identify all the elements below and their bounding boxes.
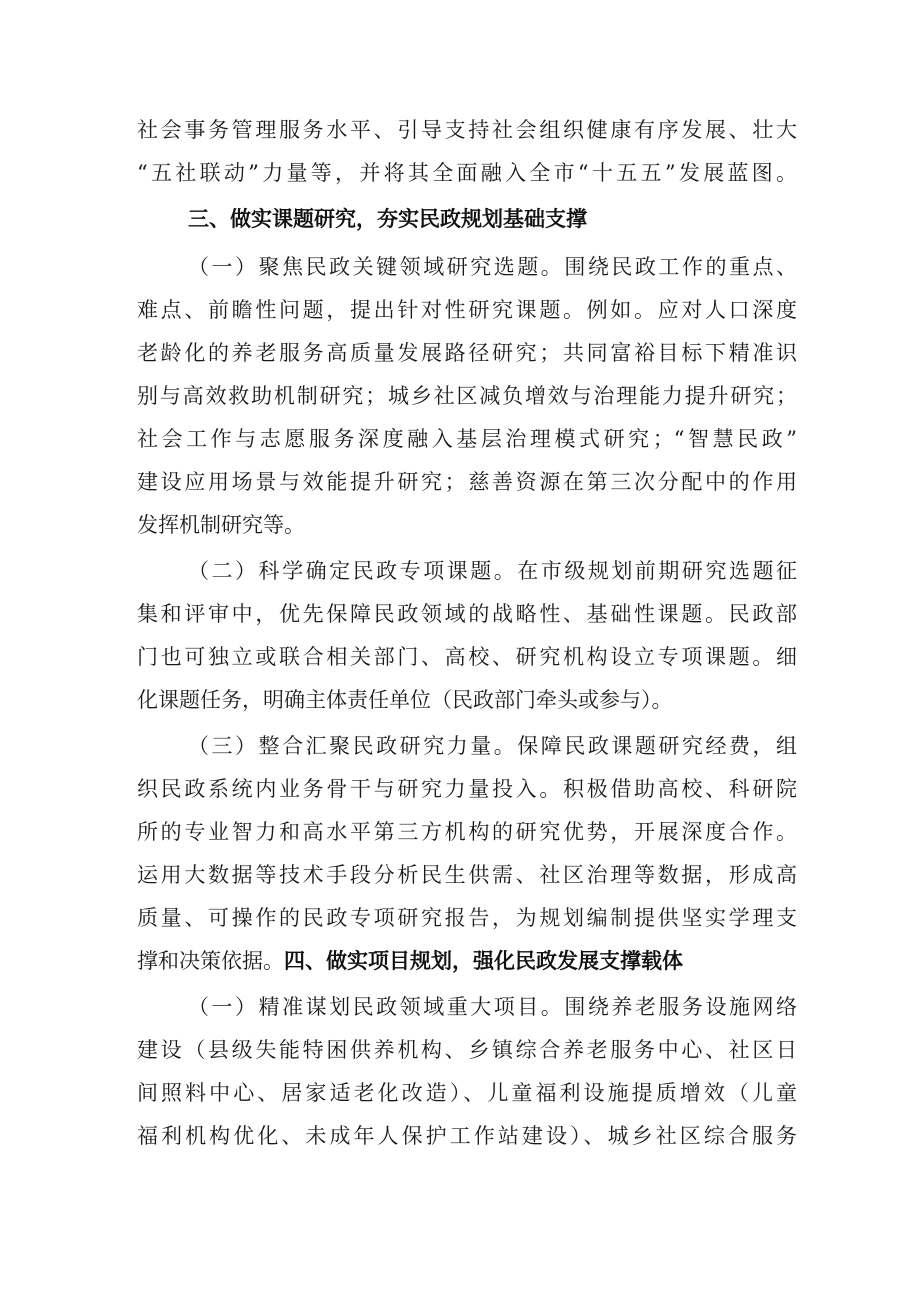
section-heading-4: 四、做实项目规划，强化民政发展支撑载体 (284, 949, 683, 973)
text-line: 社会工作与志愿服务深度融入基层治理模式研究；“智慧民政” (137, 427, 797, 451)
text-line: 建设应用场景与效能提升研究；慈善资源在第三次分配中的作用 (137, 470, 797, 494)
text-line: 织民政系统内业务骨干与研究力量投入。积极借助高校、科研院 (137, 777, 797, 801)
text-line: 质量、可操作的民政专项研究报告，为规划编制提供坚实学理支 (137, 906, 797, 930)
text-line: （一）聚焦民政关键领域研究选题。围绕民政工作的重点、 (188, 255, 797, 279)
text-line: （二）科学确定民政专项课题。在市级规划前期研究选题征 (188, 559, 797, 583)
text-line: 老龄化的养老服务高质量发展路径研究；共同富裕目标下精准识 (137, 341, 797, 365)
text-line: （一）精准谋划民政领域重大项目。围绕养老服务设施网络 (188, 995, 797, 1019)
text-line: 集和评审中，优先保障民政领域的战略性、基础性课题。民政部 (137, 602, 797, 626)
text-line-with-heading (137, 943, 797, 979)
text-line: 建设（县级失能特困供养机构、乡镇综合养老服务中心、社区日 (137, 1038, 797, 1062)
text-line: （三）整合汇聚民政研究力量。保障民政课题研究经费，组 (188, 734, 797, 758)
text-line: 难点、前瞻性问题，提出针对性研究课题。例如。应对人口深度 (137, 298, 797, 322)
text-line: 所的专业智力和高水平第三方机构的研究优势，开展深度合作。 (137, 820, 797, 844)
text-line: 福利机构优化、未成年人保护工作站建设）、城乡社区综合服务 (137, 1124, 797, 1148)
text-line: “五社联动”力量等，并将其全面融入全市“十五五”发展蓝图。 (137, 161, 797, 185)
text-line: 门也可独立或联合相关部门、高校、研究机构设立专项课题。细 (137, 645, 797, 669)
text-line: 化课题任务，明确主体责任单位（民政部门牵头或参与）。 (137, 688, 673, 712)
section-heading-3: 三、做实课题研究，夯实民政规划基础支撑 (188, 207, 587, 231)
text-line: 发挥机制研究等。 (137, 513, 305, 537)
text-line: 别与高效救助机制研究；城乡社区减负增效与治理能力提升研究； (137, 384, 797, 408)
text-fragment: 撑和决策依据。 (137, 949, 284, 973)
text-line: 社会事务管理服务水平、引导支持社会组织健康有序发展、壮大 (137, 118, 797, 142)
text-line: 间照料中心、居家适老化改造）、儿童福利设施提质增效（儿童 (137, 1081, 797, 1105)
text-line: 运用大数据等技术手段分析民生供需、社区治理等数据，形成高 (137, 863, 797, 887)
